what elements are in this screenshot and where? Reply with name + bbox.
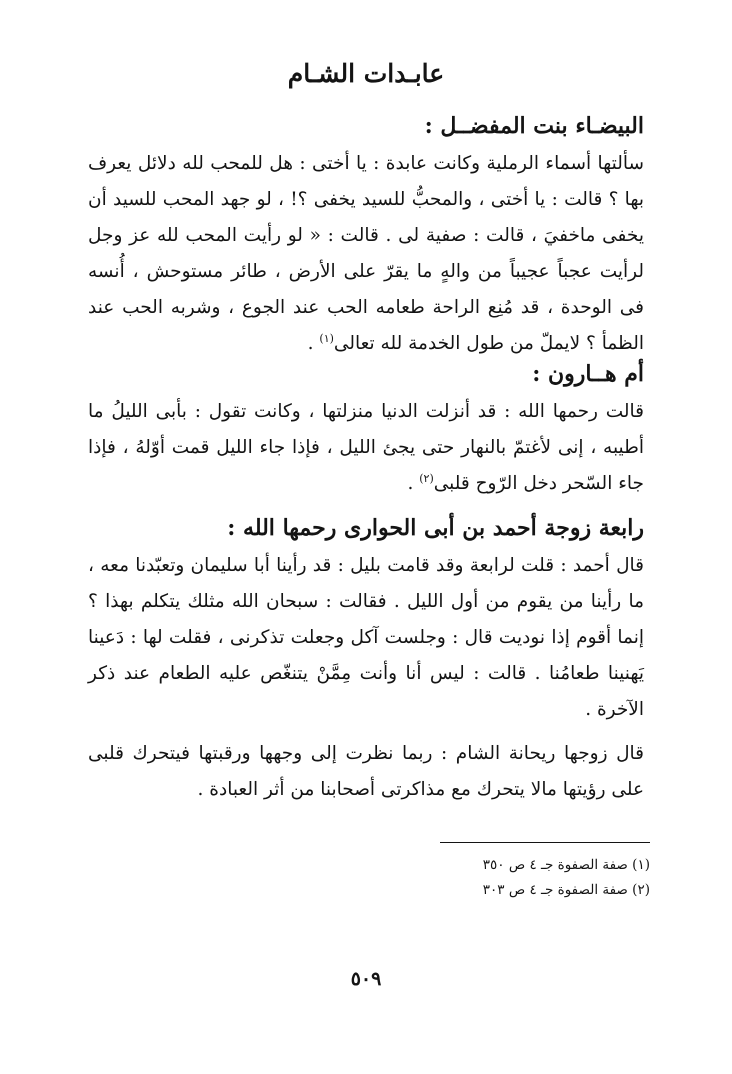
paragraph-text: قالت رحمها الله : قد أنزلت الدنيا منزلتها ، وكانت تقول : بأبى الليلُ ما أطيبه ، إنى لأغتمّ بالنهار حتى يجئ الليل ، فإذا جاء الليل قمت أوّلهُ ، فإذا جاء السّحر دخل الرّوح قلبى — [88, 401, 644, 494]
paragraph-text: قال زوجها ريحانة الشام : ربما نظرت إلى وجهها ورقبتها فيتحرك قلبى على رؤيتها مالا يتحرك مع مذاكرتى أصحابنا من أثر العبادة . — [88, 743, 644, 800]
paragraph-tail: . — [407, 473, 420, 494]
page-number: ٥٠٩ — [350, 968, 382, 990]
paragraph-text: قال أحمد : قلت لرابعة وقد قامت بليل : قد رأينا أبا سليمان وتعبّدنا معه ، ما رأينا من يقوم من أول الليل . فقالت : سبحان الله مثلك يتكلم بهذا ؟ إنما أقوم إذا نوديت قال : وجلست آكل وجعلت تذكرنى ، فقلت لها : دَعينا يَهنينا طعامُنا . قالت : ليس أنا وأنت مِمَّنْ يتنغّص عليه الطعام عند ذكر الآخرة . — [88, 555, 644, 720]
footnote-divider — [440, 842, 650, 843]
footnote-marker: (٢) — [419, 471, 434, 485]
section-rabia — [88, 508, 644, 808]
footnote: (٢) صفة الصفوة جـ ٤ ص ٣٠٣ — [482, 882, 650, 898]
section-umm-harun — [88, 354, 644, 502]
footnote-marker: (١) — [319, 331, 334, 345]
paragraph — [88, 394, 644, 502]
paragraph — [88, 146, 644, 362]
section-heading: البيضـاء بنت المفضــل : — [424, 113, 644, 139]
section-bayda — [88, 106, 644, 362]
section-heading: أم هــارون : — [532, 361, 644, 387]
footnote: (١) صفة الصفوة جـ ٤ ص ٣٥٠ — [482, 857, 650, 873]
paragraph — [88, 548, 644, 728]
paragraph-tail: . — [307, 333, 320, 354]
paragraph — [88, 736, 644, 808]
section-heading: رابعة زوجة أحمد بن أبى الحوارى رحمها الله : — [227, 515, 644, 541]
running-title: عابـدات الشـام — [287, 59, 445, 88]
paragraph-text: سألتها أسماء الرملية وكانت عابدة : يا أختى : هل للمحب لله دلائل يعرف بها ؟ قالت : يا أختى ، والمحبُّ للسيد يخفى ؟! ، لو جهد المحب للسيد أن يخفى ماخفيَ ، قالت : صفية لى . قالت : « لو رأيت المحب لله عز وجل لرأيت عجباً عجيباً من والهٍ ما يقرّ على الأرض ، طائر مستوحش ، أُنسه فى الوحدة ، قد مُنِع الراحة طعامه الحب عند الجوع ، وشربه الحب عند الظمأ ؟ لايملّ من طول الخدمة لله تعالى — [88, 153, 644, 354]
footnotes — [290, 853, 650, 903]
